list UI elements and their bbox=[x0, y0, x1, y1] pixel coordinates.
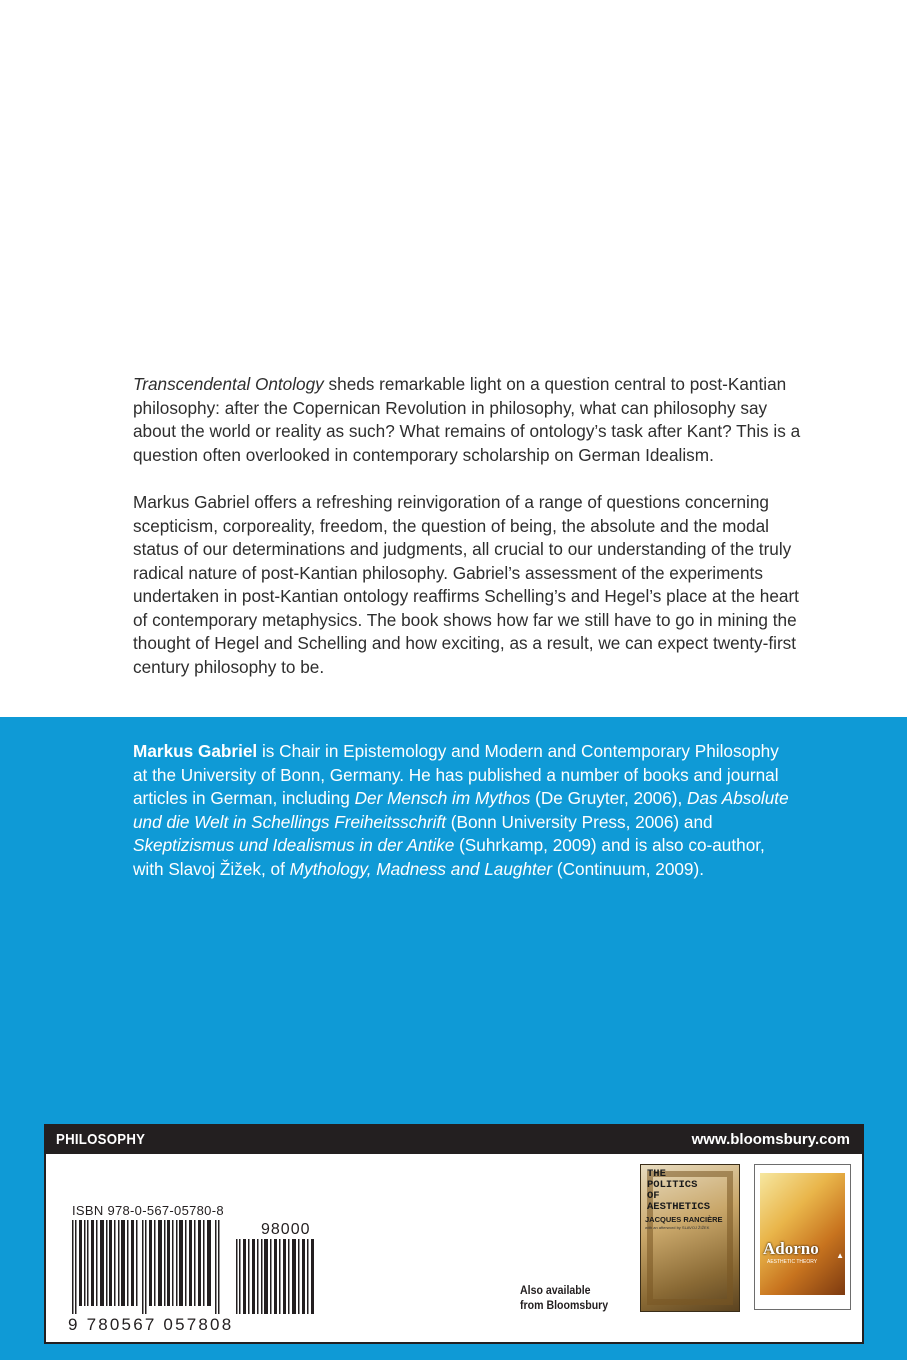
cover-title-line: POLITICS bbox=[647, 1179, 698, 1191]
book-cover-politics-of-aesthetics bbox=[640, 1164, 740, 1312]
category-label: PHILOSOPHY bbox=[56, 1131, 146, 1148]
description-text-1: sheds remarkable light on a question central to post-Kantian philosophy: after the Copernican Revolution in philosophy, what can philosophy say about the world or reality as such? What remains of ontology’s task after Kant? This is a question often overlooked in contemporary scholarship on German Idealism. bbox=[133, 374, 801, 465]
price-code: 98000 bbox=[261, 1221, 311, 1238]
bio-book-3: Skeptizismus und Idealismus in der Antike bbox=[133, 835, 455, 856]
cover-title bbox=[647, 1169, 710, 1213]
description-paragraph-1 bbox=[133, 373, 803, 467]
bio-book-1: Der Mensch im Mythos bbox=[354, 788, 531, 809]
isbn-text: ISBN 978-0-567-05780-8 bbox=[72, 1203, 224, 1218]
author-bio bbox=[133, 740, 793, 882]
cover-title-line: AESTHETICS bbox=[647, 1201, 711, 1213]
book-description bbox=[133, 373, 803, 703]
bio-text-2: (De Gruyter, 2006), bbox=[530, 788, 688, 809]
book-cover-adorno bbox=[754, 1164, 851, 1310]
bio-book-4: Mythology, Madness and Laughter bbox=[289, 858, 553, 879]
bio-book-2: Das Absolute und die Welt in Schellings Freiheitsschrift bbox=[133, 788, 789, 832]
publisher-logo-icon: ▲ bbox=[836, 1251, 844, 1260]
bio-text-4: (Suhrkamp, 2009) and is also co-author, with Slavoj Žižek, of bbox=[133, 835, 765, 879]
author-name: Markus Gabriel bbox=[133, 741, 258, 761]
bio-text-1: is Chair in Epistemology and Modern and Contemporary Philosophy at the University of Bonn, Germany. He has published a number of books and journal articles in German, including bbox=[133, 741, 779, 809]
cover-subtitle: with an afterword by SLAVOJ ŽIŽEK bbox=[645, 1225, 710, 1230]
bio-text-3: (Bonn University Press, 2006) and bbox=[446, 811, 713, 832]
ean-barcode bbox=[72, 1220, 220, 1314]
panel-header-bar bbox=[46, 1126, 862, 1154]
cover-title-line: THE bbox=[647, 1168, 666, 1180]
cover-title: Adorno bbox=[763, 1239, 819, 1258]
cover-artwork bbox=[760, 1173, 845, 1295]
also-available-label bbox=[520, 1284, 608, 1314]
bio-text-5: (Continuum, 2009). bbox=[552, 858, 704, 879]
cover-subtitle: AESTHETIC THEORY bbox=[767, 1259, 818, 1265]
cover-author: JACQUES RANCIÈRE bbox=[645, 1215, 723, 1224]
also-line-2: from Bloomsbury bbox=[520, 1300, 609, 1312]
book-title: Transcendental Ontology bbox=[133, 374, 324, 394]
also-line-1: Also available bbox=[520, 1285, 591, 1297]
ean-number: 9 780567 057808 bbox=[68, 1315, 234, 1334]
publisher-panel bbox=[44, 1124, 864, 1344]
publisher-url: www.bloomsbury.com bbox=[691, 1131, 850, 1148]
description-paragraph-2: Markus Gabriel offers a refreshing reinvigoration of a range of questions concerning scepticism, corporeality, freedom, the question of being, the absolute and the modal status of our determinations and judgments, all crucial to our understanding of the truly radical nature of post-Kantian philosophy. Gabriel’s assessment of the experiments undertaken in post-Kantian ontology reaffirms Schelling’s and Hegel’s place at the heart of contemporary metaphysics. The book shows how far we still have to go in mining the thought of Hegel and Schelling and how exciting, as a result, we can expect twenty-first century philosophy to be. bbox=[133, 492, 799, 677]
cover-title-line: OF bbox=[647, 1190, 660, 1202]
